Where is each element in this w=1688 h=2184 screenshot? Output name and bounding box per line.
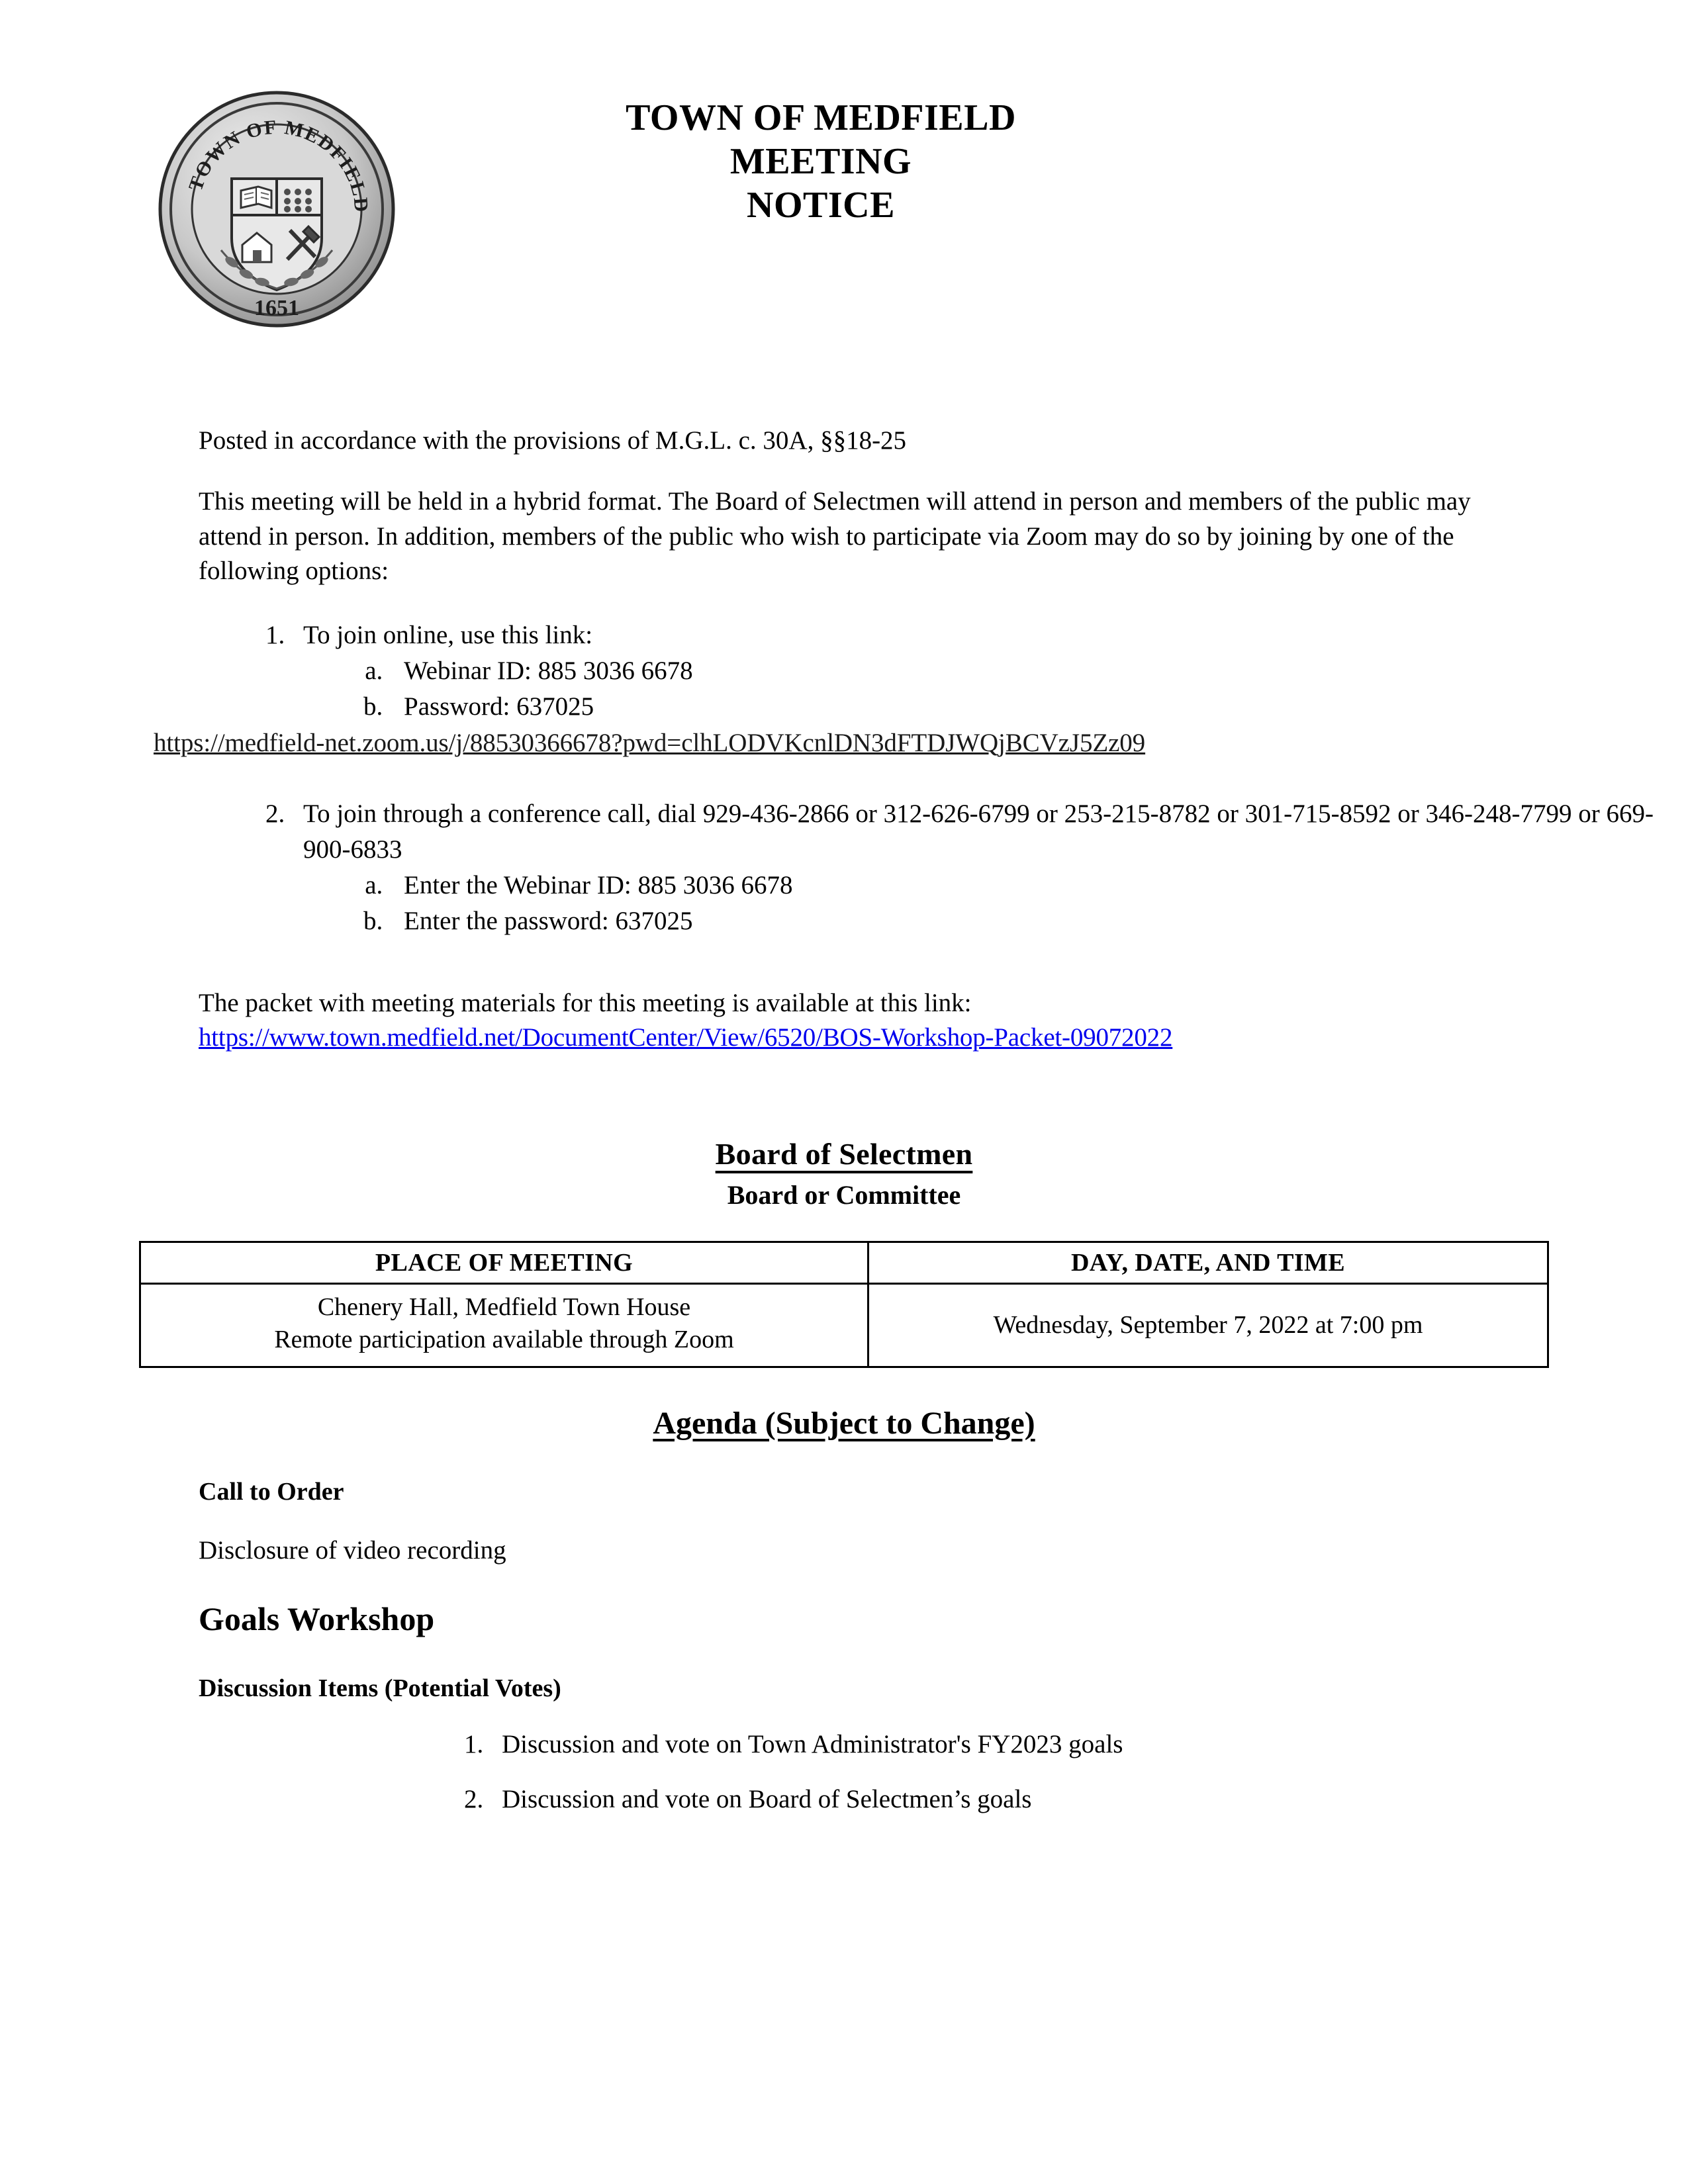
join-phone-text: To join through a conference call, dial 929-436-2866 or 312-626-6799 or 253-215-8782 or 301-715-8592 or 346-248-7799 or 669-900-6833 xyxy=(303,799,1654,864)
join-option-online xyxy=(291,617,1688,725)
document-body xyxy=(0,424,1688,1839)
agenda-items-list xyxy=(199,1729,1523,1814)
join-option-phone xyxy=(291,796,1688,940)
zoom-join-link[interactable]: https://medfield-net.zoom.us/j/88530366678?pwd=clhLODVKcnlDN3dFTDJWQjBCVzJ5Zz09 xyxy=(154,729,1146,757)
cell-datetime: Wednesday, September 7, 2022 at 7:00 pm xyxy=(868,1284,1548,1367)
page-title xyxy=(424,96,1218,227)
agenda-goals-workshop: Goals Workshop xyxy=(199,1600,435,1637)
svg-text:TOWN OF MEDFIELD: TOWN OF MEDFIELD xyxy=(184,116,373,214)
packet-text: The packet with meeting materials for this meeting is available at this link: xyxy=(199,988,972,1017)
agenda-disclosure: Disclosure of video recording xyxy=(199,1535,506,1565)
phone-password: b. Enter the password: 637025 xyxy=(389,903,1688,940)
header-datetime: DAY, DATE, AND TIME xyxy=(868,1242,1548,1284)
title-line-2: MEETING xyxy=(729,141,912,183)
packet-link[interactable]: https://www.town.medfield.net/DocumentCenter/View/6520/BOS-Workshop-Packet-09072022 xyxy=(199,1023,1173,1052)
cell-place xyxy=(140,1284,868,1367)
agenda-call-to-order: Call to Order xyxy=(199,1477,344,1506)
posting-statement: Posted in accordance with the provisions of M.G.L. c. 30A, §§18-25 xyxy=(199,426,907,455)
agenda-discussion-heading: Discussion Items (Potential Votes) xyxy=(199,1674,561,1702)
join-options-list xyxy=(0,617,1688,725)
join-online-text: To join online, use this link: xyxy=(303,621,593,649)
agenda-item: 1. Discussion and vote on Town Administrator's FY2023 goals xyxy=(490,1729,1523,1759)
conference-call-list xyxy=(0,796,1688,940)
meeting-details-table xyxy=(139,1241,1549,1368)
table-row xyxy=(140,1284,1548,1367)
town-seal-icon xyxy=(158,79,396,341)
table-header-row xyxy=(140,1242,1548,1284)
board-name: Board of Selectmen xyxy=(715,1137,973,1171)
join-phone-details xyxy=(303,868,1688,940)
agenda-item: 2. Discussion and vote on Board of Selectmen’s goals xyxy=(490,1784,1523,1814)
seal-year: 1651 xyxy=(254,296,299,320)
board-block xyxy=(0,1136,1688,1210)
webinar-id: a. Webinar ID: 885 3036 6678 xyxy=(389,653,1688,690)
agenda-title: Agenda (Subject to Change) xyxy=(653,1405,1035,1441)
document-header xyxy=(0,0,1688,320)
hybrid-format-paragraph: This meeting will be held in a hybrid format. The Board of Selectmen will attend in person and members of the public may attend in person. In addition, members of the public who wish to participate via Zoom may do so by joining by one of the following options: xyxy=(199,487,1471,585)
title-line-3: NOTICE xyxy=(747,185,895,226)
phone-webinar-id: a. Enter the Webinar ID: 885 3036 6678 xyxy=(389,868,1688,904)
agenda-body xyxy=(199,1477,1523,1814)
board-caption: Board or Committee xyxy=(727,1180,961,1210)
webinar-password: b. Password: 637025 xyxy=(389,689,1688,725)
join-online-details xyxy=(303,653,1688,725)
place-line-2: Remote participation available through Zoom xyxy=(274,1326,734,1354)
place-line-1: Chenery Hall, Medfield Town House xyxy=(317,1293,691,1322)
packet-section xyxy=(199,986,1523,1056)
title-line-1: TOWN OF MEDFIELD xyxy=(626,97,1016,138)
header-place: PLACE OF MEETING xyxy=(140,1242,868,1284)
